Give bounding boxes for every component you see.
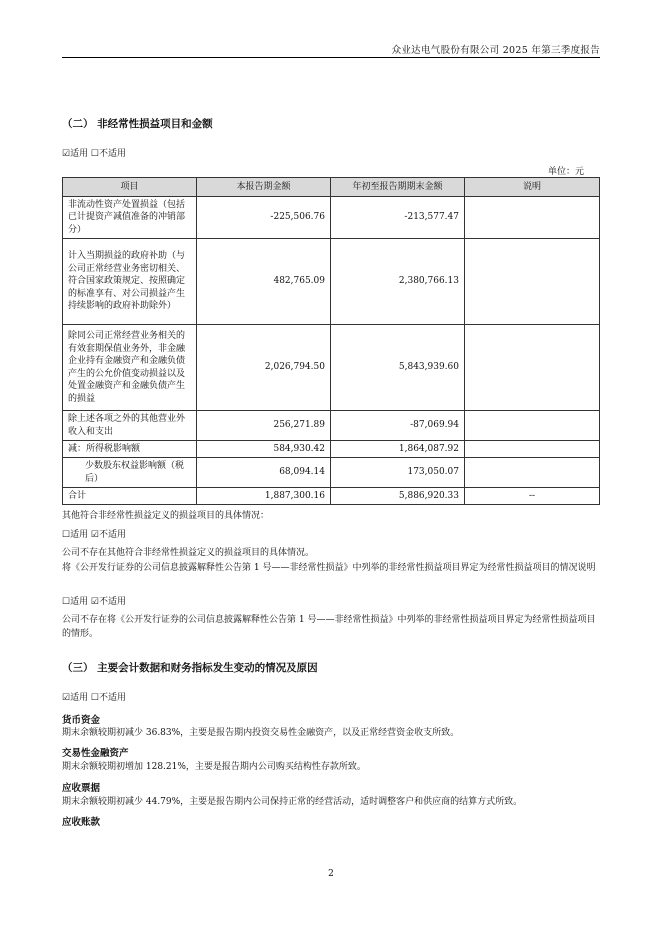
row-current: 68,094.14 [197,458,331,488]
col-header-note: 说明 [465,178,600,197]
table-header-row [63,178,600,197]
row-note [465,239,600,325]
row-current: 1,887,300.16 [197,488,331,505]
section2-applicable: ☑适用 ☐不适用 [62,149,126,159]
item-title-cash: 货币资金 [62,715,101,726]
other-items-applicable: ☐适用 ☑不适用 [62,530,126,540]
table-row [63,325,600,411]
item-title-accounts-receivable: 应收账款 [62,817,101,828]
row-current: 2,026,794.50 [197,325,331,411]
header-title: 众业达电气股份有限公司 2025 年第三季度报告 [391,45,600,56]
row-note: -- [465,488,600,505]
unit-label: 单位：元 [548,167,585,177]
reclass-title: 将《公开发行证券的公司信息披露解释性公告第 1 号——非经常性损益》中列举的非经常性损益项目界定为经常性损益项目的情况说明 [62,563,596,573]
row-ytd: -87,069.94 [331,411,465,441]
row-item: 计入当期损益的政府补助（与公司正常经营业务密切相关、符合国家政策规定、按照确定的标准享有、对公司损益产生持续影响的政府补助除外） [63,239,197,325]
row-ytd: 1,864,087.92 [331,441,465,458]
col-header-current: 本报告期金额 [197,178,331,197]
row-item: 少数股东权益影响额（税后） [63,458,197,488]
table-row [63,441,600,458]
section2-heading: （二） 非经常性损益项目和金额 [62,118,213,130]
row-note [465,325,600,411]
row-item: 减：所得税影响额 [63,441,197,458]
item-text-trading-assets: 期末余额较期初增加 128.21%，主要是报告期内公司购买结构性存款所致。 [62,762,366,772]
row-current: 256,271.89 [197,411,331,441]
table-row [63,197,600,239]
item-title-trading-assets: 交易性金融资产 [62,748,129,759]
page-header [62,42,600,58]
row-ytd: -213,577.47 [331,197,465,239]
row-note [465,197,600,239]
row-note [465,411,600,441]
reclass-applicable: ☐适用 ☑不适用 [62,597,126,607]
item-text-notes-receivable: 期末余额较期初减少 44.79%，主要是报告期内公司保持正常的经营活动，适时调整客户和供应商的结算方式所致。 [62,797,523,807]
row-current: 584,930.42 [197,441,331,458]
row-current: -225,506.76 [197,197,331,239]
table-row [63,239,600,325]
page-number: 2 [328,869,334,879]
non-recurring-table [62,177,600,505]
header-rule [62,57,600,58]
item-title-notes-receivable: 应收票据 [62,783,101,794]
row-item: 除上述各项之外的其他营业外收入和支出 [63,411,197,441]
row-note [465,441,600,458]
row-item: 合计 [63,488,197,505]
section3-heading: （三） 主要会计数据和财务指标发生变动的情况及原因 [62,662,318,674]
row-ytd: 173,050.07 [331,458,465,488]
row-ytd: 2,380,766.13 [331,239,465,325]
row-item: 非流动性资产处置损益（包括已计提资产减值准备的冲销部分） [63,197,197,239]
col-header-item: 项目 [63,178,197,197]
item-text-cash: 期末余额较期初减少 36.83%，主要是报告期内投资交易性金融资产，以及正常经营资金收支所致。 [62,728,460,738]
row-current: 482,765.09 [197,239,331,325]
other-items-text: 公司不存在其他符合非经常性损益定义的损益项目的具体情况。 [62,548,315,558]
table-row-total [63,488,600,505]
table-row [63,411,600,441]
reclass-text: 公司不存在将《公开发行证券的公司信息披露解释性公告第 1 号——非经常性损益》中列举的非经常性损益项目界定为经常性损益项目的情形。 [62,615,596,639]
section3-applicable: ☑适用 ☐不适用 [62,693,126,703]
row-ytd: 5,843,939.60 [331,325,465,411]
col-header-ytd: 年初至报告期期末金额 [331,178,465,197]
row-ytd: 5,886,920.33 [331,488,465,505]
row-note [465,458,600,488]
other-items-title: 其他符合非经常性损益定义的损益项目的具体情况： [62,511,270,521]
row-item: 除同公司正常经营业务相关的有效套期保值业务外，非金融企业持有金融资产和金融负债产生的公允价值变动损益以及处置金融资产和金融负债产生的损益 [63,325,197,411]
table-row [63,458,600,488]
